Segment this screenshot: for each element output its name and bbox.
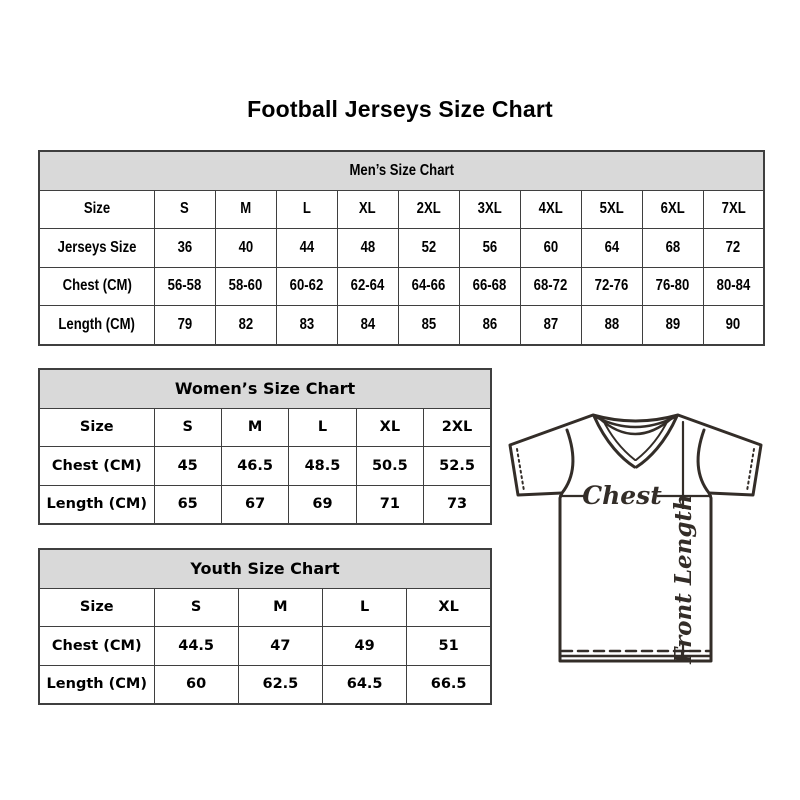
cell-text: 60-62 (289, 277, 324, 295)
cell-text: 60 (186, 676, 207, 693)
cell-text: 79 (177, 315, 192, 333)
mens-value-cell (154, 190, 215, 229)
youth-value-cell (154, 627, 238, 666)
mens-row-label (39, 190, 154, 229)
mens-value-cell (642, 229, 703, 268)
cell-text: 68 (665, 238, 680, 256)
mens-value-cell (337, 190, 398, 229)
cell-text: 48.5 (304, 457, 341, 474)
youth-row-1 (39, 627, 491, 666)
cell-text: 73 (446, 496, 468, 513)
mens-value-cell (703, 229, 764, 268)
mens-row-1 (39, 229, 764, 268)
mens-value-cell (276, 267, 337, 306)
youth-value-cell (407, 627, 491, 666)
youth-value-cell (238, 588, 322, 627)
mens-value-cell (520, 190, 581, 229)
mens-value-cell (337, 306, 398, 345)
youth-size-table (38, 548, 492, 705)
mens-row-3 (39, 306, 764, 345)
youth-value-cell (154, 665, 238, 704)
cell-text: XL (438, 599, 459, 616)
mens-value-cell (581, 190, 642, 229)
cell-text: 83 (299, 315, 314, 333)
cell-text: 56 (482, 238, 497, 256)
mens-value-cell (642, 267, 703, 306)
cell-text: 65 (177, 496, 198, 513)
mens-value-cell (703, 190, 764, 229)
womens-row-label (39, 447, 154, 486)
cell-text: S (182, 419, 193, 436)
mens-value-cell (703, 306, 764, 345)
cell-text: L (302, 200, 311, 218)
mens-row-label (39, 267, 154, 306)
womens-value-cell (424, 485, 491, 524)
mens-row-0 (39, 190, 764, 229)
womens-value-cell (356, 485, 423, 524)
cell-text: XL (379, 419, 401, 436)
cell-text: Chest (CM) (51, 457, 142, 474)
womens-value-cell (424, 408, 491, 447)
womens-value-cell (154, 447, 221, 486)
mens-row-2 (39, 267, 764, 306)
cell-text: 72 (725, 238, 741, 256)
cell-text: 47 (270, 637, 291, 654)
mens-value-cell (276, 190, 337, 229)
cell-text: Length (CM) (46, 676, 147, 693)
cell-text: 58-60 (228, 277, 263, 295)
cell-text: 72-76 (594, 277, 629, 295)
cell-text: 46.5 (237, 457, 273, 474)
mens-table-header-row (39, 151, 764, 190)
cell-text: S (180, 200, 189, 218)
cell-text: 80-84 (716, 277, 751, 295)
youth-value-cell (323, 588, 407, 627)
cell-text: S (190, 599, 202, 616)
womens-table-title (39, 369, 491, 408)
cell-text: 86 (482, 315, 497, 333)
mens-value-cell (398, 190, 459, 229)
womens-table-header-row (39, 369, 491, 408)
mens-value-cell (459, 267, 520, 306)
mens-value-cell (154, 229, 215, 268)
womens-value-cell (289, 485, 356, 524)
cell-text: 6XL (660, 200, 685, 218)
mens-value-cell (520, 306, 581, 345)
mens-value-cell (703, 267, 764, 306)
womens-row-1 (39, 447, 491, 486)
cell-text: 82 (238, 315, 253, 333)
cell-text: 89 (665, 315, 680, 333)
youth-value-cell (238, 627, 322, 666)
womens-value-cell (154, 408, 221, 447)
womens-table-body (39, 408, 491, 524)
mens-size-table (38, 150, 765, 346)
cell-text: 64.5 (346, 676, 383, 693)
mens-value-cell (581, 306, 642, 345)
mens-table-body (39, 190, 764, 345)
youth-row-label (39, 627, 154, 666)
cell-text: 62-64 (350, 277, 385, 295)
mens-value-cell (398, 267, 459, 306)
mens-value-cell (215, 306, 276, 345)
cell-text: 66.5 (430, 676, 467, 693)
jersey-diagram (503, 403, 768, 668)
cell-text: Length (CM) (58, 315, 136, 333)
youth-table-title (39, 549, 491, 588)
cell-text: Size (79, 599, 114, 616)
youth-table-body (39, 588, 491, 704)
cell-text: 85 (421, 315, 436, 333)
womens-row-label (39, 408, 154, 447)
cell-text: 50.5 (371, 457, 408, 474)
chest-label: Chest (582, 481, 662, 510)
cell-text: 3XL (477, 200, 502, 218)
cell-text: 66-68 (472, 277, 507, 295)
mens-value-cell (276, 229, 337, 268)
mens-table-title (39, 151, 764, 190)
cell-text: L (360, 599, 370, 616)
mens-value-cell (459, 190, 520, 229)
jersey-outline (510, 415, 761, 661)
cell-text: 44 (299, 238, 314, 256)
cell-text: XL (359, 200, 376, 218)
cell-text: 56-58 (167, 277, 202, 295)
mens-table-title-text: Men’s Size Chart (349, 161, 454, 179)
cell-text: 76-80 (655, 277, 690, 295)
cell-text: 90 (725, 315, 741, 333)
cell-text: 71 (379, 496, 400, 513)
youth-table-header-row (39, 549, 491, 588)
cell-text: Chest (CM) (51, 637, 142, 654)
mens-value-cell (581, 229, 642, 268)
cell-text: 49 (354, 637, 375, 654)
womens-table-title-text: Women’s Size Chart (174, 379, 356, 399)
youth-value-cell (323, 665, 407, 704)
cell-text: L (317, 419, 328, 436)
cell-text: Length (CM) (46, 496, 147, 513)
youth-value-cell (323, 627, 407, 666)
cell-text: 60 (543, 238, 558, 256)
front-length-label: Front Length (670, 494, 697, 664)
cell-text: 36 (177, 238, 192, 256)
womens-value-cell (289, 447, 356, 486)
youth-value-cell (154, 588, 238, 627)
cell-text: 84 (360, 315, 375, 333)
cell-text: 68-72 (533, 277, 568, 295)
mens-value-cell (215, 229, 276, 268)
cell-text: 51 (438, 637, 459, 654)
womens-value-cell (221, 408, 288, 447)
cell-text: M (247, 419, 263, 436)
cell-text: 52 (421, 238, 436, 256)
cell-text: 40 (238, 238, 253, 256)
mens-value-cell (215, 267, 276, 306)
cell-text: 64-66 (411, 277, 446, 295)
cell-text: 69 (312, 496, 333, 513)
mens-value-cell (459, 229, 520, 268)
youth-value-cell (238, 665, 322, 704)
cell-text: M (273, 599, 288, 616)
cell-text: M (240, 200, 251, 218)
mens-row-label (39, 229, 154, 268)
womens-value-cell (356, 408, 423, 447)
cell-text: 87 (543, 315, 558, 333)
page-title: Football Jerseys Size Chart (247, 96, 553, 122)
cell-text: Size (83, 200, 110, 218)
cell-text: 52.5 (439, 457, 475, 474)
mens-value-cell (154, 306, 215, 345)
cell-text: 64 (604, 238, 619, 256)
mens-value-cell (154, 267, 215, 306)
youth-row-label (39, 588, 154, 627)
mens-value-cell (520, 229, 581, 268)
mens-value-cell (459, 306, 520, 345)
cell-text: 2XL (416, 200, 441, 218)
mens-value-cell (398, 306, 459, 345)
youth-value-cell (407, 588, 491, 627)
youth-row-0 (39, 588, 491, 627)
cell-text: Chest (CM) (62, 277, 132, 295)
mens-value-cell (581, 267, 642, 306)
cell-text: 44.5 (178, 637, 215, 654)
mens-value-cell (520, 267, 581, 306)
cell-text: 2XL (441, 419, 473, 436)
mens-value-cell (337, 267, 398, 306)
womens-value-cell (424, 447, 491, 486)
womens-value-cell (221, 485, 288, 524)
womens-row-label (39, 485, 154, 524)
womens-row-2 (39, 485, 491, 524)
mens-value-cell (398, 229, 459, 268)
mens-value-cell (276, 306, 337, 345)
womens-value-cell (356, 447, 423, 486)
youth-row-2 (39, 665, 491, 704)
cell-text: 48 (360, 238, 375, 256)
cell-text: Size (79, 419, 114, 436)
youth-table-title-text: Youth Size Chart (190, 559, 340, 579)
cell-text: 45 (177, 457, 198, 474)
mens-value-cell (337, 229, 398, 268)
cell-text: 62.5 (262, 676, 299, 693)
youth-value-cell (407, 665, 491, 704)
cell-text: 67 (244, 496, 266, 513)
womens-value-cell (221, 447, 288, 486)
youth-row-label (39, 665, 154, 704)
womens-value-cell (154, 485, 221, 524)
cell-text: 7XL (721, 200, 746, 218)
womens-row-0 (39, 408, 491, 447)
cell-text: 88 (604, 315, 619, 333)
cell-text: Jerseys Size (57, 238, 137, 256)
cell-text: 5XL (599, 200, 624, 218)
mens-value-cell (215, 190, 276, 229)
womens-value-cell (289, 408, 356, 447)
womens-size-table (38, 368, 492, 525)
mens-row-label (39, 306, 154, 345)
mens-value-cell (642, 190, 703, 229)
mens-value-cell (642, 306, 703, 345)
cell-text: 4XL (538, 200, 563, 218)
